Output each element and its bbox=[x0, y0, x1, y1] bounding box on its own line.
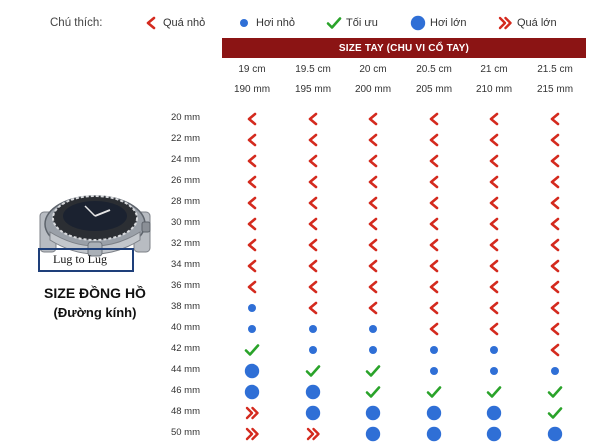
double-chevron-right-icon bbox=[497, 16, 513, 30]
watch-size-row-label: 26 mm bbox=[170, 175, 200, 186]
checkmark-icon bbox=[365, 385, 381, 399]
chevron-left-icon bbox=[488, 280, 500, 294]
watch-size-row-label: 40 mm bbox=[170, 322, 200, 333]
watch-size-row-label: 28 mm bbox=[170, 196, 200, 207]
large-dot-icon bbox=[426, 426, 442, 442]
fit-cell bbox=[301, 151, 325, 171]
chevron-left-icon bbox=[549, 322, 561, 336]
fit-cell bbox=[301, 172, 325, 192]
fit-cell bbox=[543, 151, 567, 171]
watch-size-row-label: 44 mm bbox=[170, 364, 200, 375]
watch-size-row-label: 20 mm bbox=[170, 112, 200, 123]
chevron-left-icon bbox=[246, 280, 258, 294]
small-dot-icon bbox=[239, 18, 249, 28]
fit-cell bbox=[240, 298, 264, 318]
fit-cell bbox=[482, 151, 506, 171]
watch-size-row-label: 50 mm bbox=[170, 427, 200, 438]
chevron-left-icon bbox=[488, 301, 500, 315]
fit-cell bbox=[361, 193, 385, 213]
chevron-left-icon bbox=[428, 322, 440, 336]
double-chevron-right-icon bbox=[244, 406, 260, 420]
watch-size-row-label: 30 mm bbox=[170, 217, 200, 228]
chevron-left-icon bbox=[549, 196, 561, 210]
chevron-left-icon bbox=[367, 196, 379, 210]
legend-item-label: Tối ưu bbox=[346, 17, 378, 29]
fit-cell bbox=[543, 277, 567, 297]
chevron-left-icon bbox=[488, 112, 500, 126]
checkmark-icon bbox=[244, 343, 260, 357]
fit-cell bbox=[240, 130, 264, 150]
large-dot-icon bbox=[547, 426, 563, 442]
fit-cell bbox=[240, 319, 264, 339]
large-dot-icon bbox=[486, 405, 502, 421]
chevron-left-icon bbox=[428, 280, 440, 294]
legend-item-label: Hơi nhỏ bbox=[256, 17, 296, 29]
checkmark-icon bbox=[326, 16, 342, 30]
watch-size-row-label: 24 mm bbox=[170, 154, 200, 165]
small-dot-icon bbox=[489, 345, 499, 355]
small-dot-icon bbox=[550, 366, 560, 376]
wrist-mm-header: 195 mm bbox=[294, 84, 332, 95]
fit-cell bbox=[240, 214, 264, 234]
wrist-size-banner: SIZE TAY (CHU VI CỔ TAY) bbox=[222, 38, 586, 58]
fit-cell bbox=[422, 424, 446, 444]
checkmark-icon bbox=[547, 406, 563, 420]
fit-cell bbox=[543, 424, 567, 444]
fit-cell bbox=[482, 319, 506, 339]
fit-cell bbox=[482, 361, 506, 381]
fit-cell bbox=[482, 214, 506, 234]
small-dot-icon bbox=[368, 345, 378, 355]
chevron-left-icon bbox=[246, 175, 258, 189]
fit-cell bbox=[301, 277, 325, 297]
legend-item-label: Quá nhỏ bbox=[163, 17, 206, 29]
fit-cell bbox=[543, 214, 567, 234]
chevron-left-icon bbox=[367, 154, 379, 168]
chevron-left-icon bbox=[488, 154, 500, 168]
fit-cell bbox=[482, 193, 506, 213]
fit-cell bbox=[240, 256, 264, 276]
double-chevron-right-icon bbox=[244, 427, 260, 441]
chevron-left-icon bbox=[307, 196, 319, 210]
legend-item-label: Quá lớn bbox=[517, 17, 557, 29]
fit-cell bbox=[422, 298, 446, 318]
watch-size-row-label: 48 mm bbox=[170, 406, 200, 417]
fit-cell bbox=[482, 235, 506, 255]
fit-cell bbox=[482, 256, 506, 276]
small-dot-icon bbox=[429, 366, 439, 376]
fit-cell bbox=[482, 340, 506, 360]
fit-cell bbox=[543, 172, 567, 192]
fit-cell bbox=[422, 130, 446, 150]
fit-cell bbox=[543, 130, 567, 150]
fit-cell bbox=[301, 298, 325, 318]
fit-cell bbox=[482, 277, 506, 297]
fit-cell bbox=[361, 382, 385, 402]
fit-cell bbox=[543, 382, 567, 402]
fit-cell bbox=[240, 340, 264, 360]
fit-cell bbox=[543, 235, 567, 255]
chevron-left-icon bbox=[428, 175, 440, 189]
legend-symbol bbox=[326, 15, 342, 31]
fit-cell bbox=[361, 235, 385, 255]
fit-cell bbox=[301, 403, 325, 423]
chevron-left-icon bbox=[428, 196, 440, 210]
legend-symbol bbox=[143, 15, 159, 31]
chevron-left-icon bbox=[246, 112, 258, 126]
chevron-left-icon bbox=[307, 280, 319, 294]
wrist-cm-header: 21 cm bbox=[480, 64, 508, 75]
chevron-left-icon bbox=[246, 196, 258, 210]
legend-symbol bbox=[410, 15, 426, 31]
chevron-left-icon bbox=[307, 112, 319, 126]
fit-cell bbox=[361, 277, 385, 297]
large-dot-icon bbox=[305, 405, 321, 421]
fit-cell bbox=[422, 403, 446, 423]
large-dot-icon bbox=[244, 363, 260, 379]
fit-cell bbox=[361, 130, 385, 150]
legend-symbol bbox=[236, 15, 252, 31]
chevron-left-icon bbox=[307, 154, 319, 168]
fit-cell bbox=[422, 193, 446, 213]
small-dot-icon bbox=[308, 324, 318, 334]
watch-size-row-label: 36 mm bbox=[170, 280, 200, 291]
fit-cell bbox=[240, 277, 264, 297]
checkmark-icon bbox=[426, 385, 442, 399]
chevron-left-icon bbox=[549, 175, 561, 189]
fit-cell bbox=[240, 151, 264, 171]
legend-item-too-small bbox=[143, 14, 205, 32]
chevron-left-icon bbox=[307, 133, 319, 147]
chevron-left-icon bbox=[488, 133, 500, 147]
chevron-left-icon bbox=[367, 133, 379, 147]
fit-cell bbox=[361, 319, 385, 339]
watch-size-subcaption: (Đường kính) bbox=[53, 305, 137, 320]
wrist-mm-header: 210 mm bbox=[475, 84, 513, 95]
chevron-left-icon bbox=[549, 217, 561, 231]
fit-cell bbox=[240, 109, 264, 129]
large-dot-icon bbox=[410, 15, 426, 31]
chevron-left-icon bbox=[488, 175, 500, 189]
fit-cell bbox=[361, 214, 385, 234]
fit-cell bbox=[361, 298, 385, 318]
fit-cell bbox=[301, 130, 325, 150]
small-dot-icon bbox=[308, 345, 318, 355]
fit-cell bbox=[482, 172, 506, 192]
fit-cell bbox=[301, 193, 325, 213]
fit-cell bbox=[422, 256, 446, 276]
chevron-left-icon bbox=[367, 259, 379, 273]
watch-size-row-label: 34 mm bbox=[170, 259, 200, 270]
small-dot-icon bbox=[429, 345, 439, 355]
fit-cell bbox=[301, 361, 325, 381]
chevron-left-icon bbox=[367, 238, 379, 252]
fit-cell bbox=[240, 424, 264, 444]
chevron-left-icon bbox=[428, 154, 440, 168]
fit-cell bbox=[361, 256, 385, 276]
fit-cell bbox=[240, 361, 264, 381]
chevron-left-icon bbox=[549, 133, 561, 147]
chevron-left-icon bbox=[367, 217, 379, 231]
large-dot-icon bbox=[305, 384, 321, 400]
checkmark-icon bbox=[365, 364, 381, 378]
large-dot-icon bbox=[365, 426, 381, 442]
chevron-left-icon bbox=[367, 112, 379, 126]
chevron-left-icon bbox=[428, 133, 440, 147]
fit-cell bbox=[361, 151, 385, 171]
watch-size-caption: SIZE ĐỒNG HỒ bbox=[44, 285, 146, 301]
wrist-mm-header: 190 mm bbox=[233, 84, 271, 95]
wrist-cm-header: 20 cm bbox=[359, 64, 387, 75]
fit-cell bbox=[422, 172, 446, 192]
large-dot-icon bbox=[244, 384, 260, 400]
chevron-left-icon bbox=[246, 217, 258, 231]
fit-cell bbox=[543, 361, 567, 381]
chevron-left-icon bbox=[549, 154, 561, 168]
chevron-left-icon bbox=[307, 301, 319, 315]
small-dot-icon bbox=[247, 303, 257, 313]
watch-size-row-label: 22 mm bbox=[170, 133, 200, 144]
legend-item-label: Hơi lớn bbox=[430, 17, 467, 29]
fit-cell bbox=[361, 109, 385, 129]
chevron-left-icon bbox=[488, 238, 500, 252]
fit-cell bbox=[240, 193, 264, 213]
legend-symbol bbox=[497, 15, 513, 31]
chevron-left-icon bbox=[246, 133, 258, 147]
fit-cell bbox=[543, 340, 567, 360]
fit-cell bbox=[422, 361, 446, 381]
lug-to-lug-label: Lug to Lug bbox=[53, 252, 107, 266]
fit-cell bbox=[240, 235, 264, 255]
fit-cell bbox=[361, 424, 385, 444]
chevron-left-icon bbox=[488, 196, 500, 210]
fit-cell bbox=[361, 340, 385, 360]
fit-cell bbox=[482, 130, 506, 150]
chevron-left-icon bbox=[307, 238, 319, 252]
chevron-left-icon bbox=[549, 343, 561, 357]
small-dot-icon bbox=[247, 324, 257, 334]
chevron-left-icon bbox=[428, 259, 440, 273]
fit-cell bbox=[543, 256, 567, 276]
fit-cell bbox=[361, 361, 385, 381]
chevron-left-icon bbox=[246, 238, 258, 252]
wrist-mm-header: 205 mm bbox=[415, 84, 453, 95]
chevron-left-icon bbox=[549, 280, 561, 294]
chevron-left-icon bbox=[367, 175, 379, 189]
wrist-mm-header: 200 mm bbox=[354, 84, 392, 95]
fit-cell bbox=[482, 382, 506, 402]
wrist-cm-header: 19 cm bbox=[238, 64, 266, 75]
fit-cell bbox=[301, 340, 325, 360]
chevron-left-icon bbox=[428, 217, 440, 231]
fit-cell bbox=[240, 382, 264, 402]
chevron-left-icon bbox=[307, 259, 319, 273]
fit-cell bbox=[361, 403, 385, 423]
watch-size-row-label: 32 mm bbox=[170, 238, 200, 249]
fit-cell bbox=[422, 340, 446, 360]
legend-item-slightly-small bbox=[236, 14, 295, 32]
chevron-left-icon bbox=[367, 301, 379, 315]
chevron-left-icon bbox=[428, 301, 440, 315]
wrist-mm-header: 215 mm bbox=[536, 84, 574, 95]
fit-cell bbox=[543, 193, 567, 213]
chevron-left-icon bbox=[246, 154, 258, 168]
fit-cell bbox=[482, 109, 506, 129]
fit-cell bbox=[240, 172, 264, 192]
chevron-left-icon bbox=[488, 217, 500, 231]
fit-cell bbox=[301, 256, 325, 276]
watch-size-row-label: 42 mm bbox=[170, 343, 200, 354]
chevron-left-icon bbox=[428, 112, 440, 126]
wrist-cm-header: 20.5 cm bbox=[416, 64, 452, 75]
chevron-left-icon bbox=[307, 175, 319, 189]
legend-item-optimal bbox=[326, 14, 378, 32]
chevron-left-icon bbox=[549, 301, 561, 315]
fit-cell bbox=[240, 403, 264, 423]
chevron-left-icon bbox=[549, 259, 561, 273]
fit-cell bbox=[482, 403, 506, 423]
small-dot-icon bbox=[489, 366, 499, 376]
fit-cell bbox=[301, 424, 325, 444]
chevron-left-icon bbox=[549, 112, 561, 126]
chevron-left-icon bbox=[488, 259, 500, 273]
legend-item-too-large bbox=[497, 14, 557, 32]
fit-cell bbox=[422, 319, 446, 339]
fit-cell bbox=[422, 235, 446, 255]
fit-cell bbox=[301, 319, 325, 339]
fit-cell bbox=[301, 382, 325, 402]
small-dot-icon bbox=[368, 324, 378, 334]
watch-size-row-label: 46 mm bbox=[170, 385, 200, 396]
fit-cell bbox=[422, 109, 446, 129]
checkmark-icon bbox=[547, 385, 563, 399]
chevron-left-icon bbox=[428, 238, 440, 252]
legend-item-slightly-large bbox=[410, 14, 466, 32]
chevron-left-icon bbox=[549, 238, 561, 252]
large-dot-icon bbox=[486, 426, 502, 442]
fit-cell bbox=[482, 298, 506, 318]
wrist-cm-header: 19.5 cm bbox=[295, 64, 331, 75]
chevron-left-icon bbox=[367, 280, 379, 294]
fit-cell bbox=[543, 109, 567, 129]
wrist-cm-header: 21.5 cm bbox=[537, 64, 573, 75]
large-dot-icon bbox=[365, 405, 381, 421]
fit-cell bbox=[543, 319, 567, 339]
fit-cell bbox=[422, 277, 446, 297]
fit-cell bbox=[422, 214, 446, 234]
checkmark-icon bbox=[305, 364, 321, 378]
fit-cell bbox=[422, 382, 446, 402]
fit-cell bbox=[301, 109, 325, 129]
double-chevron-right-icon bbox=[305, 427, 321, 441]
watch-size-row-label: 38 mm bbox=[170, 301, 200, 312]
fit-cell bbox=[543, 298, 567, 318]
fit-cell bbox=[422, 151, 446, 171]
fit-cell bbox=[301, 235, 325, 255]
legend-label: Chú thích: bbox=[50, 17, 103, 29]
fit-cell bbox=[361, 172, 385, 192]
fit-cell bbox=[543, 403, 567, 423]
chevron-left-icon bbox=[246, 259, 258, 273]
fit-cell bbox=[301, 214, 325, 234]
fit-cell bbox=[482, 424, 506, 444]
chevron-left-icon bbox=[488, 322, 500, 336]
checkmark-icon bbox=[486, 385, 502, 399]
large-dot-icon bbox=[426, 405, 442, 421]
chevron-left-icon bbox=[145, 16, 157, 30]
chevron-left-icon bbox=[307, 217, 319, 231]
